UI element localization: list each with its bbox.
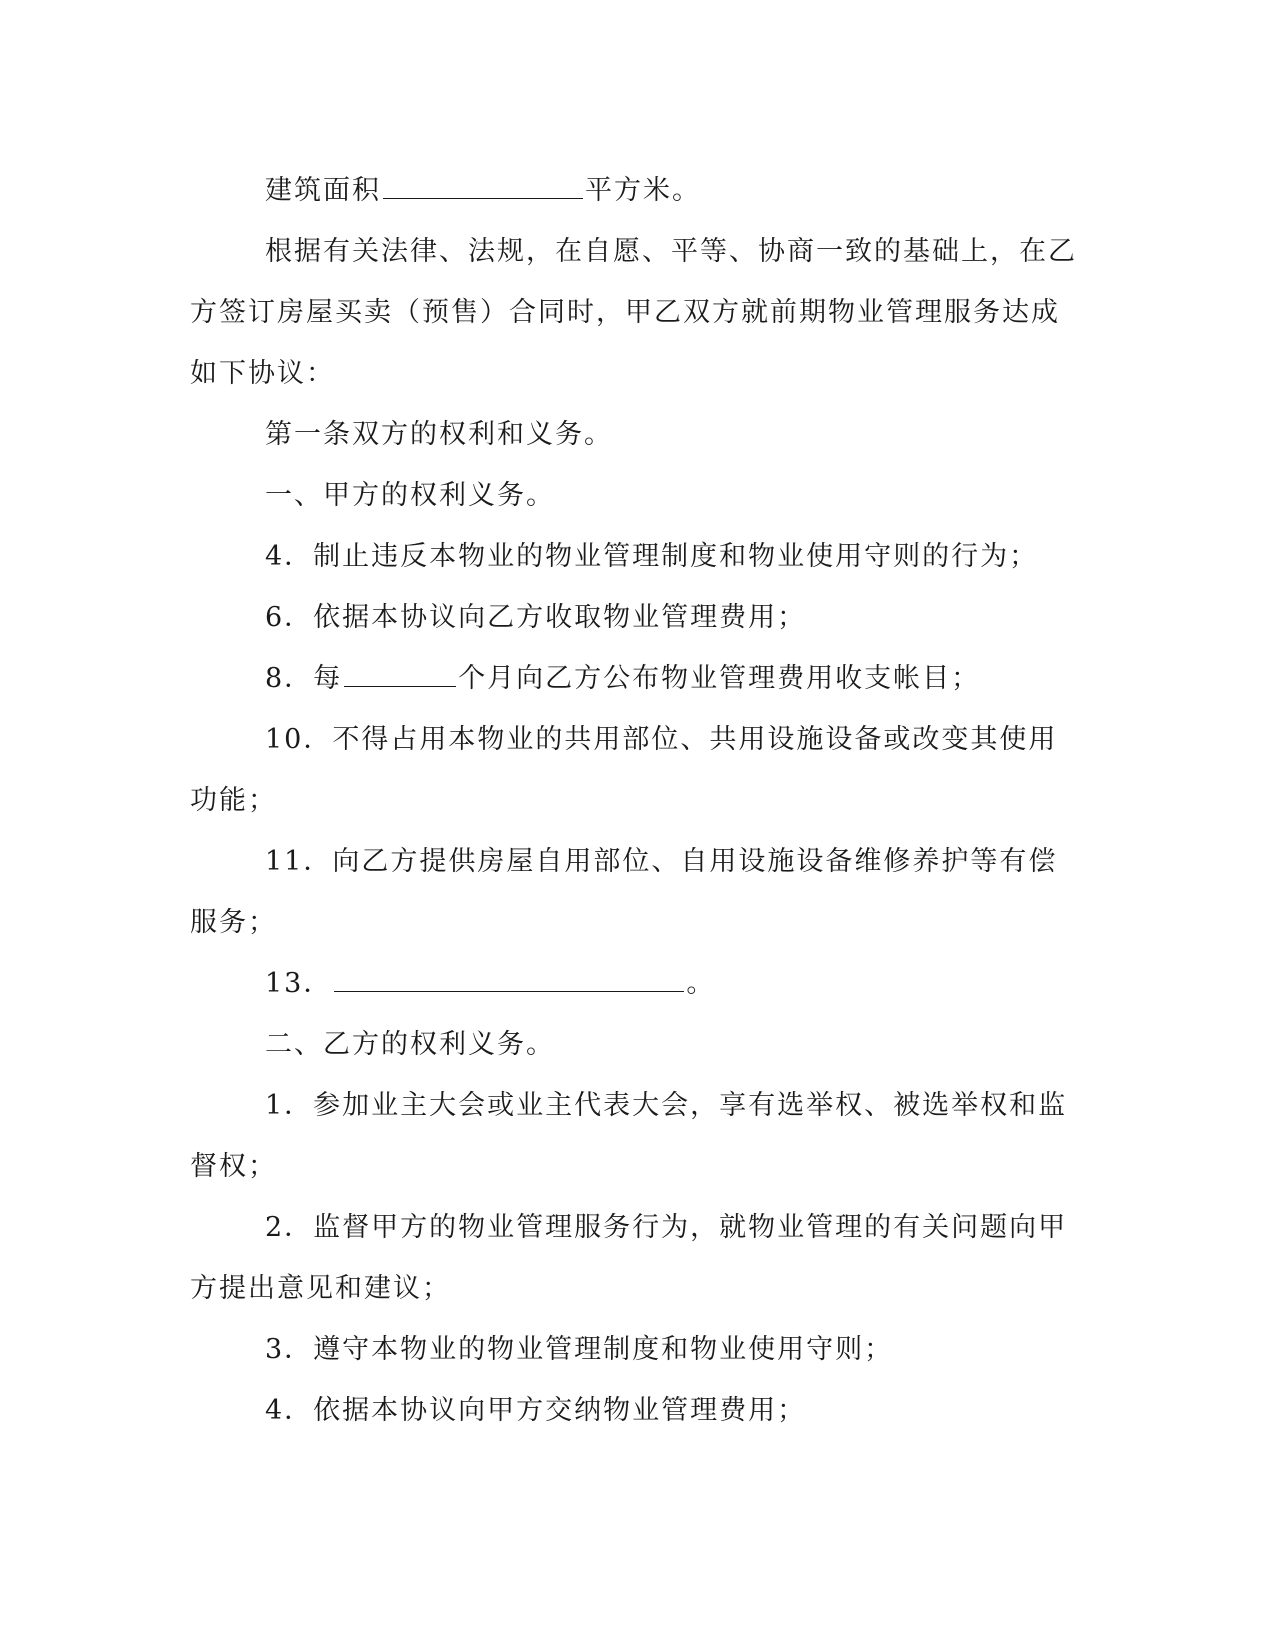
party-b-item-2: 2．监督甲方的物业管理服务行为，就物业管理的有关问题向甲方提出意见和建议； <box>190 1212 1068 1304</box>
building-area-label: 建筑面积 <box>265 175 381 206</box>
building-area-unit: 平方米。 <box>585 175 701 206</box>
building-area-blank <box>383 164 583 199</box>
party-a-item-13-prefix: 13． <box>265 968 333 999</box>
party-b-item-4: 4．依据本协议向甲方交纳物业管理费用； <box>265 1395 807 1426</box>
party-a-item-13-suffix: 。 <box>686 968 716 999</box>
party-a-item-13 <box>190 953 1080 1014</box>
party-b-item-3: 3．遵守本物业的物业管理制度和物业使用守则； <box>265 1334 894 1365</box>
article-1-title: 第一条双方的权利和义务。 <box>265 419 613 450</box>
section-b-title: 二、乙方的权利义务。 <box>265 1029 555 1060</box>
document-body <box>190 160 1080 1441</box>
intro-paragraph: 根据有关法律、法规，在自愿、平等、协商一致的基础上，在乙方签订房屋买卖（预售）合同时，甲乙双方就前期物业管理服务达成如下协议： <box>190 236 1077 389</box>
section-a-title: 一、甲方的权利义务。 <box>265 480 555 511</box>
party-a-item-8-suffix: 个月向乙方公布物业管理费用收支帐目； <box>458 663 981 694</box>
party-a-item-10: 10．不得占用本物业的共用部位、共用设施设备或改变其使用功能； <box>190 724 1058 816</box>
party-a-item-11: 11．向乙方提供房屋自用部位、自用设施设备维修养护等有偿服务； <box>190 846 1058 938</box>
building-area-line <box>190 160 1080 221</box>
party-a-item-4: 4．制止违反本物业的物业管理制度和物业使用守则的行为； <box>265 541 1039 572</box>
item-13-blank <box>334 957 684 992</box>
month-count-blank <box>344 652 456 687</box>
party-a-item-8-prefix: 8．每 <box>265 663 343 694</box>
party-a-item-6: 6．依据本协议向乙方收取物业管理费用； <box>265 602 807 633</box>
party-b-item-1: 1．参加业主大会或业主代表大会，享有选举权、被选举权和监督权； <box>190 1090 1068 1182</box>
party-a-item-8 <box>190 648 1080 709</box>
